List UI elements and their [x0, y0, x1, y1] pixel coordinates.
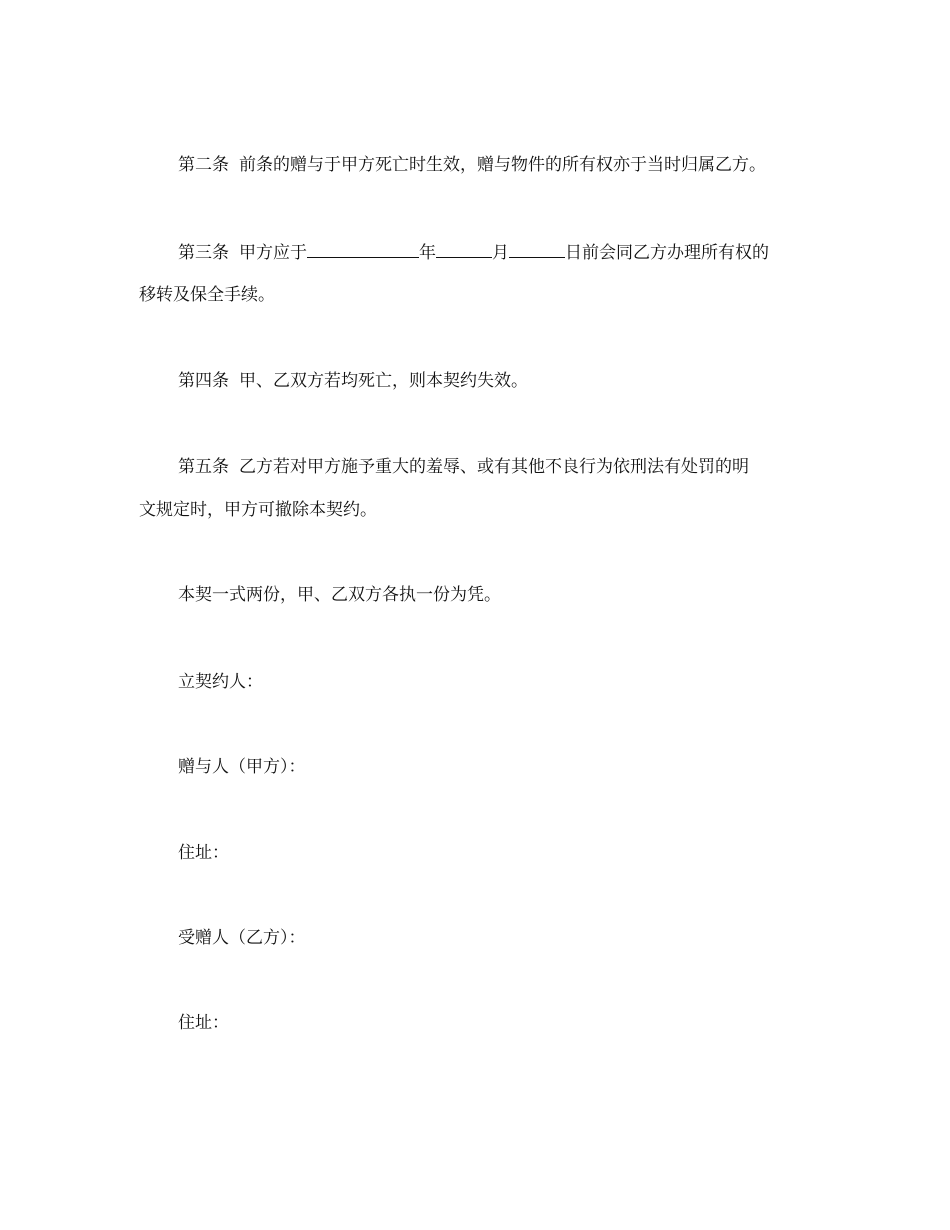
article-2: [178, 155, 766, 175]
year-unit: 年: [419, 243, 436, 263]
day-blank: [509, 241, 565, 258]
copies-note: 本契一式两份，甲、乙双方各执一份为凭。: [178, 585, 501, 605]
article-5-text: 乙方若对甲方施予重大的羞辱、或有其他不良行为依刑法有处罚的明: [239, 457, 749, 477]
contract-parties-label: 立契约人：: [178, 672, 263, 692]
donor-address-label: 住址：: [178, 843, 229, 863]
article-3-label: 第三条: [178, 243, 229, 263]
article-3-continuation: 移转及保全手续。: [139, 285, 275, 305]
article-4-text: 甲、乙双方若均死亡，则本契约失效。: [239, 371, 528, 391]
article-4-label: 第四条: [178, 371, 229, 391]
month-blank: [436, 241, 492, 258]
article-2-label: 第二条: [178, 155, 229, 175]
article-3-prefix: 甲方应于: [239, 243, 307, 263]
article-4: [178, 371, 528, 391]
article-5: [178, 457, 749, 477]
article-5-label: 第五条: [178, 457, 229, 477]
donee-label: 受赠人（乙方）：: [178, 928, 306, 948]
article-2-text: 前条的赠与于甲方死亡时生效，赠与物件的所有权亦于当时归属乙方。: [239, 155, 766, 175]
article-3: [178, 241, 769, 263]
donee-address-label: 住址：: [178, 1013, 229, 1033]
article-5-continuation: 文规定时，甲方可撤除本契约。: [139, 500, 377, 520]
article-3-day-suffix: 日前会同乙方办理所有权的: [565, 243, 769, 263]
month-unit: 月: [492, 243, 509, 263]
year-blank: [307, 241, 419, 258]
donor-label: 赠与人（甲方）：: [178, 757, 306, 777]
